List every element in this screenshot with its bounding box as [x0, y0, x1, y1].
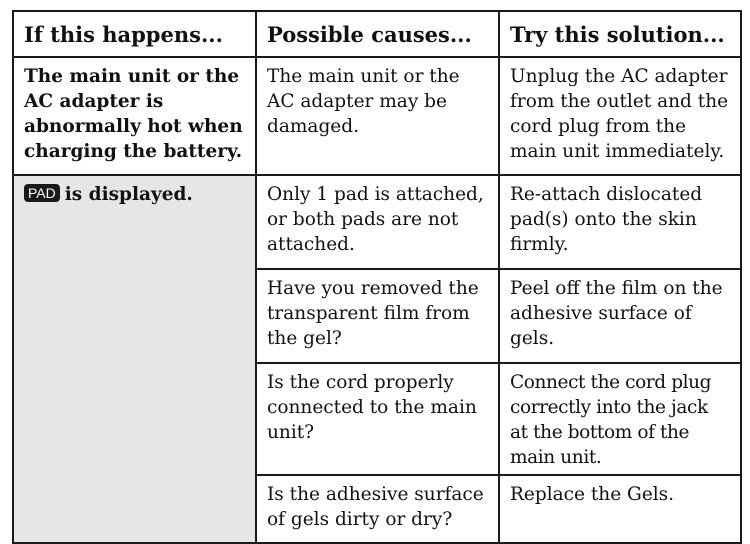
- solution-cell: Replace the Gels.: [499, 475, 741, 543]
- condition-cell: [13, 175, 256, 543]
- table-row: [13, 57, 741, 175]
- cause-cell: Is the adhesive surface of gels dirty or dry?: [256, 475, 499, 543]
- condition-text: is displayed.: [64, 184, 193, 205]
- cause-cell: The main unit or the AC adapter may be damaged.: [256, 57, 499, 175]
- header-if-this-happens: If this happens...: [13, 11, 256, 57]
- solution-cell: Peel off the film on the adhesive surface of gels.: [499, 269, 741, 363]
- solution-cell: Re-attach dislocated pad(s) onto the skin firmly.: [499, 175, 741, 269]
- header-try-this-solution: Try this solution...: [499, 11, 741, 57]
- cause-cell: Only 1 pad is attached, or both pads are not attached.: [256, 175, 499, 269]
- table-row: [13, 175, 741, 269]
- header-possible-causes: Possible causes...: [256, 11, 499, 57]
- cause-cell: Have you removed the transparent film from the gel?: [256, 269, 499, 363]
- solution-cell: Connect the cord plug correctly into the jack at the bottom of the main unit.: [499, 363, 741, 475]
- troubleshooting-table: [12, 10, 742, 544]
- condition-cell: The main unit or the AC adapter is abnormally hot when charging the battery.: [13, 57, 256, 175]
- pad-indicator-badge: PAD: [24, 184, 60, 202]
- cause-cell: Is the cord properly connected to the main unit?: [256, 363, 499, 475]
- header-row: [13, 11, 741, 57]
- solution-cell: Unplug the AC adapter from the outlet and the cord plug from the main unit immediately.: [499, 57, 741, 175]
